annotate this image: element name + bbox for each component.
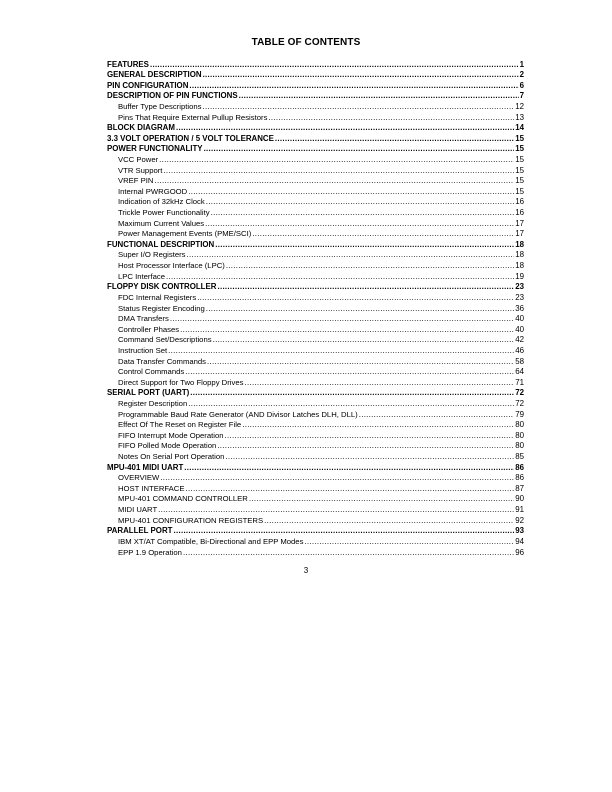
toc-subsection-entry[interactable] <box>107 431 524 442</box>
toc-subsection-entry[interactable] <box>107 166 524 177</box>
toc-entry-title: Buffer Type Descriptions <box>118 101 202 111</box>
toc-entry-page: 46 <box>515 345 524 355</box>
toc-dot-leader <box>154 176 514 187</box>
toc-subsection-entry[interactable] <box>107 261 524 272</box>
toc-entry-title: Pins That Require External Pullup Resistors <box>118 112 268 122</box>
toc-entry-page: 18 <box>515 261 524 271</box>
toc-entry-page: 91 <box>515 505 524 515</box>
toc-entry-title: Maximum Current Values <box>118 218 205 228</box>
toc-entry-title: Effect Of The Reset on Register File <box>118 420 242 430</box>
toc-entry-title: Programmable Baud Rate Generator (AND Divisor Latches DLH, DLL) <box>118 409 358 419</box>
toc-dot-leader <box>359 410 515 421</box>
toc-subsection-entry[interactable] <box>107 548 524 559</box>
toc-dot-leader <box>188 399 514 410</box>
toc-section-entry[interactable] <box>107 240 524 251</box>
toc-subsection-entry[interactable] <box>107 441 524 452</box>
toc-entry-title: Super I/O Registers <box>118 250 186 260</box>
toc-subsection-entry[interactable] <box>107 250 524 261</box>
toc-dot-leader <box>249 494 514 505</box>
toc-dot-leader <box>215 240 514 251</box>
toc-dot-leader <box>184 463 514 474</box>
toc-subsection-entry[interactable] <box>107 102 524 113</box>
toc-subsection-entry[interactable] <box>107 473 524 484</box>
toc-dot-leader <box>206 197 514 208</box>
toc-subsection-entry[interactable] <box>107 335 524 346</box>
toc-entry-title: OVERVIEW <box>118 473 160 483</box>
toc-dot-leader <box>197 293 514 304</box>
toc-subsection-entry[interactable] <box>107 208 524 219</box>
toc-entry-title: IBM XT/AT Compatible, Bi-Directional and EPP Modes <box>118 536 304 546</box>
toc-subsection-entry[interactable] <box>107 410 524 421</box>
page-title: TABLE OF CONTENTS <box>251 37 361 48</box>
toc-dot-leader <box>163 166 514 177</box>
toc-section-entry[interactable] <box>107 81 524 92</box>
toc-entry-page: 17 <box>515 218 524 228</box>
toc-entry-title: DESCRIPTION OF PIN FUNCTIONS <box>107 91 238 101</box>
toc-subsection-entry[interactable] <box>107 537 524 548</box>
toc-entry-page: 86 <box>515 462 524 472</box>
toc-entry-page: 14 <box>515 123 524 133</box>
toc-entry-page: 64 <box>515 367 524 377</box>
toc-entry-title: Status Register Encoding <box>118 303 205 313</box>
toc-section-entry[interactable] <box>107 70 524 81</box>
toc-subsection-entry[interactable] <box>107 399 524 410</box>
toc-subsection-entry[interactable] <box>107 229 524 240</box>
toc-entry-title: SERIAL PORT (UART) <box>107 388 190 398</box>
toc-entry-title: Indication of 32kHz Clock <box>118 197 205 207</box>
toc-dot-leader <box>159 155 514 166</box>
toc-dot-leader <box>264 516 514 527</box>
toc-entry-page: 15 <box>515 176 524 186</box>
toc-entry-page: 17 <box>515 229 524 239</box>
toc-dot-leader <box>217 441 514 452</box>
toc-entry-page: 72 <box>515 388 524 398</box>
toc-entry-title: Notes On Serial Port Operation <box>118 452 225 462</box>
toc-entry-title: EPP 1.9 Operation <box>118 547 182 557</box>
toc-dot-leader <box>225 431 515 442</box>
toc-subsection-entry[interactable] <box>107 176 524 187</box>
toc-dot-leader <box>202 102 514 113</box>
toc-entry-page: 80 <box>515 441 524 451</box>
toc-entry-title: POWER FUNCTIONALITY <box>107 144 203 154</box>
toc-subsection-entry[interactable] <box>107 378 524 389</box>
toc-subsection-entry[interactable] <box>107 452 524 463</box>
toc-section-entry[interactable] <box>107 526 524 537</box>
toc-subsection-entry[interactable] <box>107 187 524 198</box>
toc-dot-leader <box>183 548 514 559</box>
toc-entry-title: PARALLEL PORT <box>107 526 173 536</box>
toc-dot-leader <box>239 91 519 102</box>
toc-subsection-entry[interactable] <box>107 505 524 516</box>
toc-entry-page: 12 <box>515 101 524 111</box>
toc-dot-leader <box>205 219 514 230</box>
toc-entry-page: 2 <box>519 70 524 80</box>
toc-entry-page: 7 <box>519 91 524 101</box>
toc-entry-title: DMA Transfers <box>118 314 169 324</box>
toc-dot-leader <box>189 81 518 92</box>
toc-entry-title: FIFO Interrupt Mode Operation <box>118 430 224 440</box>
toc-dot-leader <box>173 526 514 537</box>
toc-dot-leader <box>186 484 515 495</box>
toc-subsection-entry[interactable] <box>107 293 524 304</box>
toc-entry-page: 15 <box>515 144 524 154</box>
toc-entry-title: Register Description <box>118 399 188 408</box>
toc-entry-title: FLOPPY DISK CONTROLLER <box>107 282 217 292</box>
toc-dot-leader <box>185 367 514 378</box>
toc-entry-title: Direct Support for Two Floppy Drives <box>118 377 244 387</box>
toc-entry-page: 15 <box>515 165 524 175</box>
toc-entry-page: 19 <box>515 271 524 281</box>
toc-entry-page: 42 <box>515 335 524 345</box>
toc-entry-page: 16 <box>515 197 524 207</box>
toc-entry-page: 94 <box>515 536 524 546</box>
toc-entry-page: 87 <box>515 483 524 493</box>
toc-entry-page: 80 <box>515 430 524 440</box>
toc-entry-page: 58 <box>515 356 524 366</box>
toc-dot-leader <box>190 388 514 399</box>
toc-dot-leader <box>242 420 514 431</box>
toc-section-entry[interactable] <box>107 282 524 293</box>
toc-section-entry[interactable] <box>107 91 524 102</box>
toc-entry-title: VCC Power <box>118 154 159 164</box>
toc-entry-title: Command Set/Descriptions <box>118 335 212 345</box>
toc-entry-title: FUNCTIONAL DESCRIPTION <box>107 239 215 249</box>
toc-dot-leader <box>180 325 514 336</box>
toc-subsection-entry[interactable] <box>107 346 524 357</box>
toc-subsection-entry[interactable] <box>107 420 524 431</box>
toc-entry-title: MPU-401 CONFIGURATION REGISTERS <box>118 515 264 525</box>
toc-subsection-entry[interactable] <box>107 113 524 124</box>
toc-entry-title: Trickle Power Functionality <box>118 208 210 218</box>
toc-entry-page: 40 <box>515 314 524 324</box>
toc-entry-page: 6 <box>519 80 524 90</box>
toc-entry-page: 92 <box>515 515 524 525</box>
page-number: 3 <box>303 566 309 575</box>
toc-entry-title: MPU-401 MIDI UART <box>107 462 184 472</box>
toc-subsection-entry[interactable] <box>107 516 524 527</box>
toc-dot-leader <box>206 304 514 315</box>
toc-entry-title: Internal PWRGOOD <box>118 186 188 196</box>
toc-dot-leader <box>204 144 515 155</box>
toc-entry-title: FIFO Polled Mode Operation <box>118 441 217 451</box>
toc-dot-leader <box>150 60 519 71</box>
toc-dot-leader <box>213 335 515 346</box>
toc-entry-page: 96 <box>515 547 524 557</box>
toc-entry-title: FDC Internal Registers <box>118 292 197 302</box>
toc-subsection-entry[interactable] <box>107 367 524 378</box>
toc-entry-page: 13 <box>515 112 524 122</box>
toc-entry-title: Instruction Set <box>118 345 168 355</box>
toc-section-entry[interactable] <box>107 144 524 155</box>
toc-entry-page: 85 <box>515 452 524 462</box>
toc-entry-title: GENERAL DESCRIPTION <box>107 70 202 80</box>
toc-subsection-entry[interactable] <box>107 155 524 166</box>
toc-dot-leader <box>158 505 514 516</box>
toc-subsection-entry[interactable] <box>107 494 524 505</box>
toc-entry-page: 15 <box>515 133 524 143</box>
toc-dot-leader <box>304 537 514 548</box>
toc-dot-leader <box>275 134 514 145</box>
toc-dot-leader <box>252 229 514 240</box>
toc-dot-leader <box>268 113 514 124</box>
toc-entry-title: BLOCK DIAGRAM <box>107 123 175 133</box>
toc-entry-page: 90 <box>515 494 524 504</box>
toc-entry-page: 79 <box>515 409 524 419</box>
toc-entry-page: 72 <box>515 399 524 408</box>
toc-entry-page: 36 <box>515 303 524 313</box>
toc-dot-leader <box>211 208 515 219</box>
toc-entry-page: 23 <box>515 282 524 292</box>
toc-entry-title: Controller Phases <box>118 324 180 334</box>
toc-entry-title: PIN CONFIGURATION <box>107 80 189 90</box>
toc-subsection-entry[interactable] <box>107 314 524 325</box>
toc-dot-leader <box>187 250 515 261</box>
toc-entry-page: 93 <box>515 526 524 536</box>
toc-entry-title: HOST INTERFACE <box>118 483 185 493</box>
toc-section-entry[interactable] <box>107 60 524 71</box>
toc-entry-page: 1 <box>519 59 524 69</box>
toc-entry-page: 80 <box>515 420 524 430</box>
toc-entry-title: VREF PIN <box>118 176 154 186</box>
toc-subsection-entry[interactable] <box>107 325 524 336</box>
table-of-contents <box>107 60 524 559</box>
toc-dot-leader <box>168 346 514 357</box>
toc-entry-page: 71 <box>515 377 524 387</box>
toc-dot-leader <box>226 261 514 272</box>
toc-entry-title: Control Commands <box>118 367 185 377</box>
toc-entry-title: Power Management Events (PME/SCI) <box>118 229 252 239</box>
toc-entry-page: 15 <box>515 186 524 196</box>
toc-subsection-entry[interactable] <box>107 219 524 230</box>
toc-entry-title: LPC Interface <box>118 271 166 281</box>
toc-entry-title: 3.3 VOLT OPERATION / 5 VOLT TOLERANCE <box>107 133 274 143</box>
toc-dot-leader <box>203 70 519 81</box>
toc-entry-title: Data Transfer Commands <box>118 356 207 366</box>
toc-entry-title: MPU-401 COMMAND CONTROLLER <box>118 494 248 504</box>
toc-entry-page: 15 <box>515 154 524 164</box>
toc-entry-title: Host Processor Interface (LPC) <box>118 261 225 271</box>
toc-subsection-entry[interactable] <box>107 304 524 315</box>
toc-section-entry[interactable] <box>107 388 524 399</box>
toc-dot-leader <box>170 314 514 325</box>
toc-entry-page: 86 <box>515 473 524 483</box>
toc-entry-page: 18 <box>515 239 524 249</box>
toc-section-entry[interactable] <box>107 134 524 145</box>
toc-entry-title: MIDI UART <box>118 505 158 515</box>
toc-dot-leader <box>176 123 514 134</box>
toc-entry-page: 23 <box>515 292 524 302</box>
toc-dot-leader <box>217 282 514 293</box>
toc-entry-title: FEATURES <box>107 59 149 69</box>
toc-dot-leader <box>188 187 514 198</box>
toc-subsection-entry[interactable] <box>107 484 524 495</box>
toc-subsection-entry[interactable] <box>107 197 524 208</box>
toc-subsection-entry[interactable] <box>107 357 524 368</box>
toc-entry-title: VTR Support <box>118 165 163 175</box>
toc-dot-leader <box>244 378 514 389</box>
toc-section-entry[interactable] <box>107 463 524 474</box>
toc-dot-leader <box>207 357 514 368</box>
toc-entry-page: 18 <box>515 250 524 260</box>
toc-entry-page: 16 <box>515 208 524 218</box>
toc-dot-leader <box>160 473 514 484</box>
toc-subsection-entry[interactable] <box>107 272 524 283</box>
toc-section-entry[interactable] <box>107 123 524 134</box>
toc-dot-leader <box>225 452 514 463</box>
toc-dot-leader <box>166 272 514 283</box>
toc-entry-page: 40 <box>515 324 524 334</box>
